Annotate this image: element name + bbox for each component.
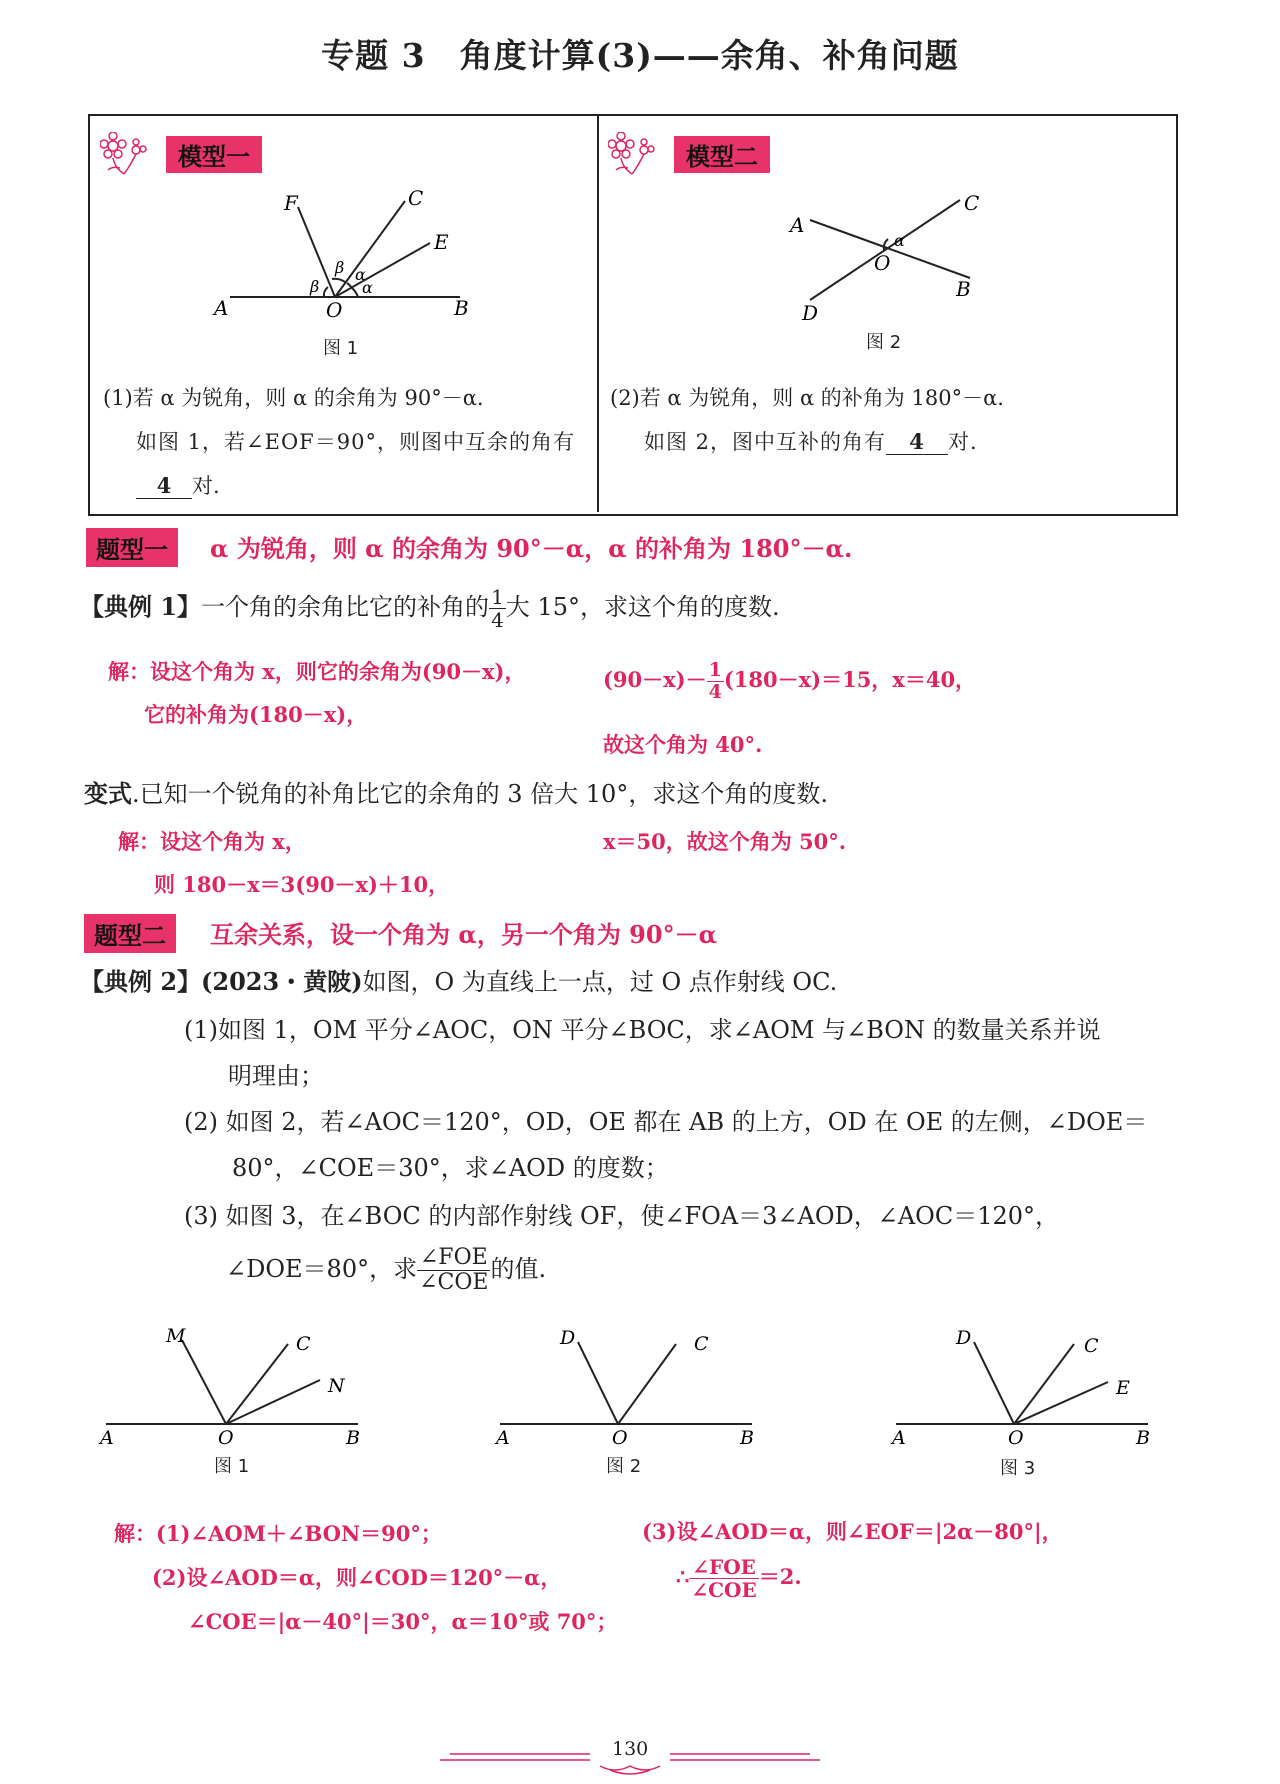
- label-C: C: [296, 1333, 311, 1355]
- fraction-numerator: 1: [708, 659, 722, 681]
- label-E: E: [434, 230, 449, 254]
- label-A: A: [496, 1427, 510, 1449]
- variant-solution-line2: 则 180－x＝3(90－x)＋10，: [154, 872, 450, 897]
- model2-caption: 图 2: [866, 332, 902, 353]
- fraction-numerator: ∠FOE: [417, 1246, 490, 1271]
- label-B: B: [346, 1427, 360, 1449]
- model-box-divider: [597, 114, 599, 512]
- label-C: C: [964, 191, 980, 215]
- model1-line1: (1)若 α 为锐角，则 α 的余角为 90°－α.: [103, 386, 484, 410]
- type1-tag: 题型一: [86, 528, 178, 567]
- type2-heading: 互余关系，设一个角为 α，另一个角为 90°－α: [210, 920, 718, 949]
- example2-intro-text: 如图，O 为直线上一点，过 O 点作射线 OC.: [362, 968, 838, 996]
- model2-answer: 4: [886, 429, 948, 455]
- solution2-right2: [676, 1556, 802, 1601]
- model1-line2: 如图 1，若∠EOF＝90°，则图中互余的角有: [136, 430, 575, 454]
- fraction-denominator: ∠COE: [691, 1578, 757, 1602]
- label-E: E: [1116, 1377, 1130, 1399]
- example2-q3b: [226, 1246, 546, 1295]
- sol-r1-a: (90－x)－: [603, 666, 707, 692]
- example2-q2a: (2) 如图 2，若∠AOC＝120°，OD，OE 都在 AB 的上方，OD 在 OE 的左侧，∠DOE＝: [184, 1108, 1148, 1136]
- q3b-pre: ∠DOE＝80°，求: [226, 1255, 418, 1284]
- label-A: A: [790, 213, 805, 237]
- solution2-line3: ∠COE＝|α－40°|＝30°，α＝10°或 70°；: [188, 1609, 618, 1634]
- label-O: O: [1008, 1427, 1024, 1449]
- solution2-line2: (2)设∠AOD＝α，则∠COD＝120°－α，: [152, 1565, 562, 1590]
- model2-line1: (2)若 α 为锐角，则 α 的补角为 180°－α.: [610, 386, 1004, 410]
- fraction-denominator: 4: [708, 680, 722, 703]
- figure-1-caption: 图 1: [214, 1456, 250, 1477]
- fraction-denominator: ∠COE: [419, 1270, 489, 1296]
- model1-tag: 模型一: [166, 136, 262, 173]
- page-number: 130: [612, 1738, 649, 1760]
- solution2-fraction: [689, 1556, 758, 1601]
- label-B: B: [740, 1427, 754, 1449]
- label-C: C: [1084, 1335, 1099, 1357]
- model1-caption: 图 1: [323, 338, 359, 359]
- model1-suffix: 对.: [192, 474, 220, 498]
- label-alpha: α: [894, 231, 905, 250]
- label-F: F: [284, 191, 298, 215]
- figure-1: [96, 1320, 376, 1454]
- fraction-numerator: 1: [491, 585, 504, 609]
- example1-text-a: 一个角的余角比它的补角的: [201, 593, 490, 621]
- label-O: O: [218, 1427, 234, 1449]
- label-M: M: [166, 1325, 186, 1347]
- model1-figure: [200, 185, 490, 329]
- example1-solution-right2: 故这个角为 40°.: [603, 732, 763, 757]
- page-title: 专题 3 角度计算(3)——余角、补角问题: [321, 36, 959, 75]
- label-A: A: [214, 296, 229, 320]
- example1-solution-line2: 它的补角为(180－x)，: [144, 702, 368, 727]
- example1-text: [80, 586, 780, 631]
- model1-answer: 4: [136, 473, 192, 499]
- label-beta2: β: [335, 258, 345, 277]
- solution2-result: ＝2.: [758, 1564, 802, 1589]
- label-O: O: [874, 251, 891, 275]
- example2-intro: [80, 962, 837, 997]
- variant-solution-line1: 解：设这个角为 x，: [118, 829, 306, 854]
- variant-body: .已知一个锐角的补角比它的余角的 3 倍大 10°，求这个角的度数.: [132, 780, 828, 808]
- label-C: C: [408, 186, 424, 210]
- example2-q1a: (1)如图 1，OM 平分∠AOC，ON 平分∠BOC，求∠AOM 与∠BON 的数量关系并说: [184, 1016, 1101, 1044]
- example1-fraction: [489, 586, 506, 631]
- model2-tag: 模型二: [674, 136, 770, 173]
- flower-icon: [608, 132, 666, 180]
- type1-heading: α 为锐角，则 α 的余角为 90°－α，α 的补角为 180°－α.: [210, 534, 853, 563]
- label-A: A: [100, 1427, 114, 1449]
- label-O: O: [612, 1427, 628, 1449]
- variant-label: 变式: [84, 779, 132, 808]
- sol-r1-fraction: [707, 660, 724, 703]
- example1-label: 【典例 1】: [80, 592, 202, 621]
- q3-fraction: [417, 1246, 490, 1295]
- solution2-right1: (3)设∠AOD＝α，则∠EOF＝|2α－80°|，: [642, 1519, 1063, 1544]
- example2-q1b: 明理由；: [228, 1062, 324, 1090]
- example2-q2b: 80°，∠COE＝30°，求∠AOD 的度数；: [232, 1154, 669, 1182]
- model2-line2-wrap: [644, 426, 978, 456]
- example1-text-b: 大 15°，求这个角的度数.: [505, 593, 780, 621]
- figure-2: [490, 1320, 770, 1454]
- label-B: B: [956, 277, 971, 301]
- label-N: N: [328, 1375, 345, 1397]
- example2-q3a: (3) 如图 3，在∠BOC 的内部作射线 OF，使∠FOA＝3∠AOD，∠AOC＝120°，: [184, 1202, 1060, 1230]
- label-beta1: β: [310, 277, 320, 296]
- label-B: B: [454, 296, 469, 320]
- example1-solution-right1: [603, 660, 976, 703]
- label-A: A: [892, 1427, 906, 1449]
- figure-3: [886, 1320, 1166, 1454]
- label-alpha1: α: [355, 265, 366, 284]
- label-C: C: [694, 1333, 709, 1355]
- therefore-symbol: ∴: [676, 1564, 690, 1589]
- flower-icon: [100, 132, 158, 180]
- type2-tag: 题型二: [84, 914, 176, 953]
- example1-solution-line1: 解：设这个角为 x，则它的余角为(90－x)，: [108, 659, 526, 684]
- fraction-denominator: 4: [491, 608, 504, 632]
- q3b-post: 的值.: [490, 1255, 547, 1284]
- figure-3-caption: 图 3: [1000, 1458, 1036, 1479]
- example2-label: 【典例 2】(2023・黄陂): [80, 967, 363, 996]
- label-D: D: [956, 1327, 972, 1349]
- model2-suffix: 对.: [948, 430, 978, 454]
- label-alpha2: α: [362, 278, 373, 297]
- variant-solution-right: x＝50，故这个角为 50°.: [603, 829, 847, 854]
- label-B: B: [1136, 1427, 1150, 1449]
- label-D: D: [560, 1327, 576, 1349]
- model1-answer-line: [136, 470, 220, 500]
- solution2-line1: 解：(1)∠AOM＋∠BON＝90°；: [114, 1521, 442, 1546]
- variant-text: [84, 774, 828, 809]
- fraction-numerator: ∠FOE: [689, 1556, 758, 1579]
- model2-figure: [780, 190, 1000, 329]
- figure-2-caption: 图 2: [606, 1456, 642, 1477]
- label-O: O: [326, 298, 343, 322]
- sol-r1-b: (180－x)＝15，x＝40，: [723, 666, 977, 692]
- label-D: D: [802, 301, 819, 325]
- model2-line2: 如图 2，图中互补的角有: [644, 430, 887, 454]
